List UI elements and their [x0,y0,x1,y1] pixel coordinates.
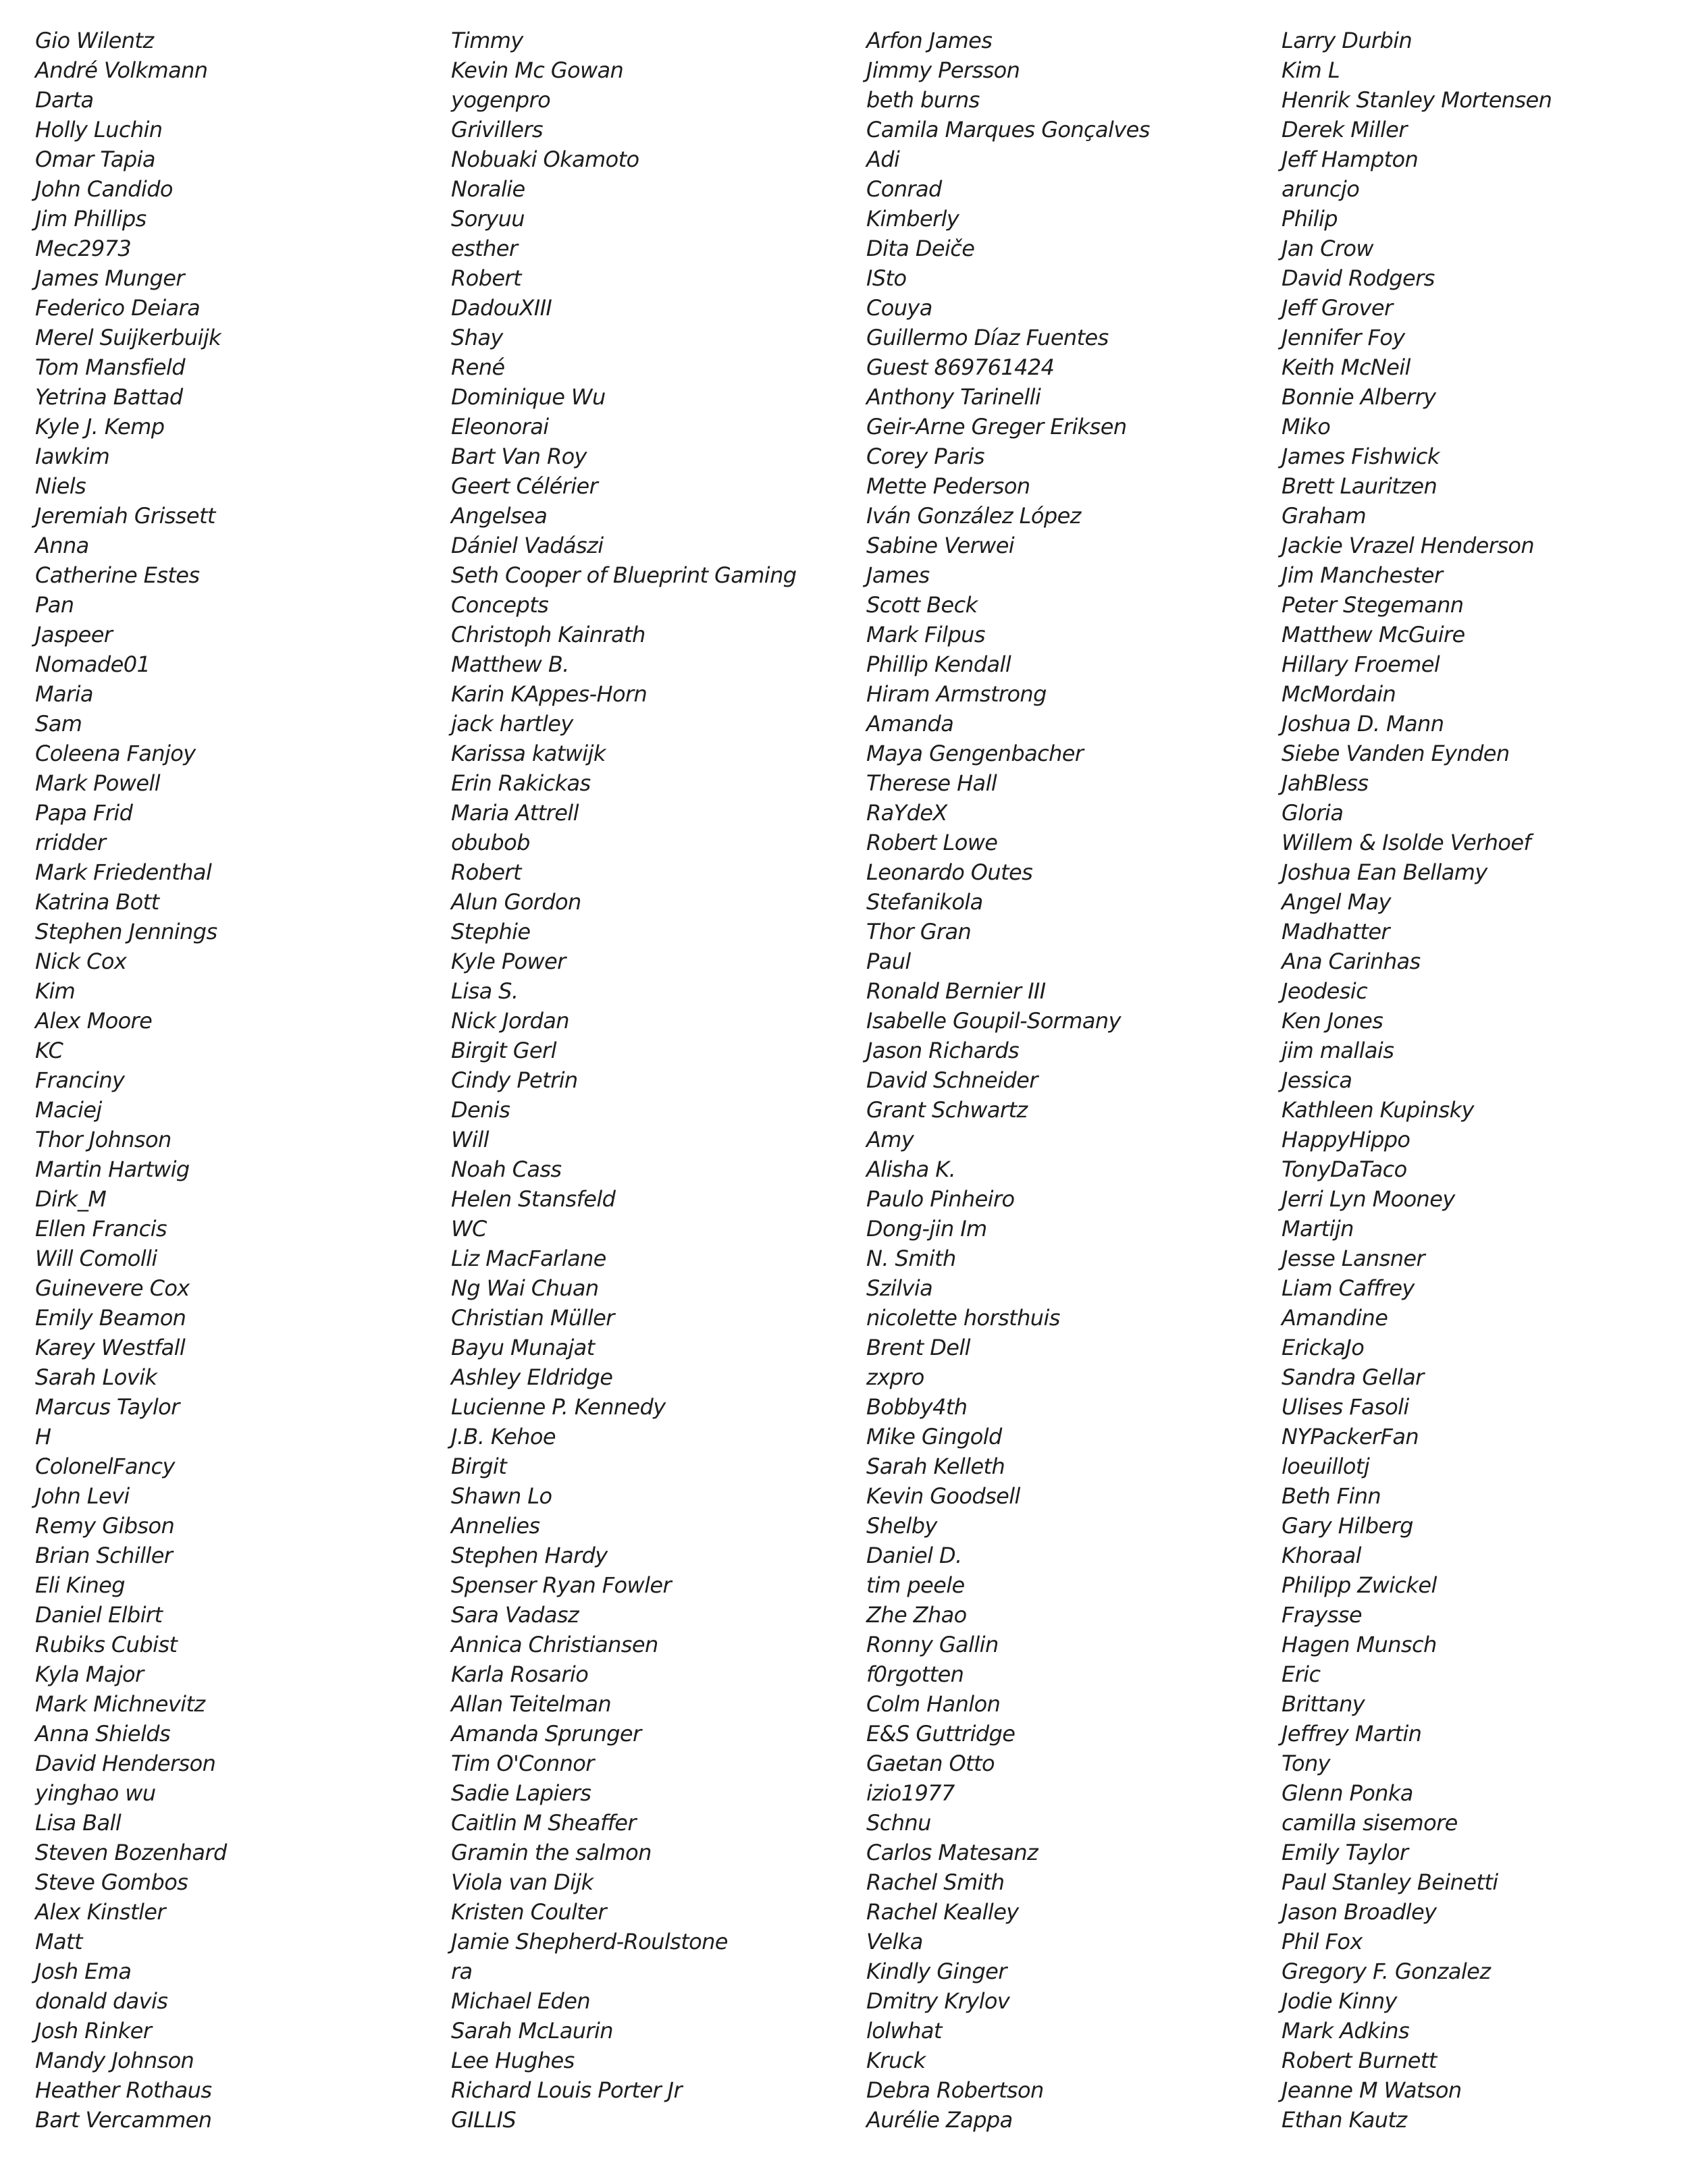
names-column-3 [866,26,1150,2135]
name-entry: Kathleen Kupinsky [1282,1097,1474,1123]
name-entry: Guillermo Díaz Fuentes [866,325,1109,350]
name-entry: Philipp Zwickel [1282,1572,1437,1598]
name-entry: rridder [35,830,106,855]
name-entry: Arfon James [866,28,993,53]
name-entry: Anna [35,533,89,558]
name-entry: Hagen Munsch [1282,1632,1437,1657]
name-entry: Phillip Kendall [866,651,1011,677]
name-entry: Papa Frid [35,800,133,826]
name-entry: Miko [1282,414,1331,440]
name-entry: Madhatter [1282,919,1390,944]
name-entry: Gio Wilentz [35,28,154,53]
name-entry: nicolette horsthuis [866,1305,1060,1331]
name-entry: Stephen Jennings [35,919,217,944]
name-entry: Alex Kinstler [35,1899,165,1925]
name-entry: ra [451,1959,473,1984]
name-entry: Josh Ema [35,1959,132,1984]
name-entry: Willem & Isolde Verhoef [1282,830,1531,855]
name-entry: Guinevere Cox [35,1275,190,1301]
name-entry: Spenser Ryan Fowler [451,1572,672,1598]
name-entry: Bart Vercammen [35,2107,212,2133]
name-entry: Timmy [451,28,523,53]
name-entry: Alisha K. [866,1156,956,1182]
name-entry: Khoraal [1282,1543,1361,1568]
name-entry: Mark Friedenthal [35,859,212,885]
name-entry: Peter Stegemann [1282,592,1464,618]
name-entry: Iawkim [35,444,110,469]
name-entry: Eli Kineg [35,1572,125,1598]
name-entry: Heather Rothaus [35,2077,212,2103]
name-entry: Brittany [1282,1691,1365,1717]
name-entry: Maya Gengenbacher [866,741,1084,766]
name-entry: Denis [451,1097,510,1123]
name-entry: KC [35,1038,63,1063]
name-entry: Will [451,1127,489,1152]
name-entry: Henrik Stanley Mortensen [1282,87,1552,113]
name-entry: Sam [35,711,82,737]
name-entry: Sarah McLaurin [451,2018,613,2044]
name-entry: Bart Van Roy [451,444,587,469]
name-entry: Lee Hughes [451,2048,575,2073]
name-entry: Jim Manchester [1282,562,1443,588]
name-entry: Marcus Taylor [35,1394,180,1420]
name-entry: Guest 869761424 [866,354,1055,380]
name-entry: Jeodesic [1282,978,1368,1004]
names-column-2 [451,26,796,2135]
name-entry: Hiram Armstrong [866,681,1047,707]
name-entry: Franciny [35,1067,125,1093]
name-entry: Graham [1282,503,1367,529]
name-entry: Jessica [1282,1067,1352,1093]
name-entry: Leonardo Outes [866,859,1033,885]
name-entry: Liz MacFarlane [451,1246,606,1271]
name-entry: Jaspeer [35,622,113,647]
name-entry: Robert [451,265,521,291]
name-entry: John Candido [35,176,173,202]
name-entry: yogenpro [451,87,551,113]
name-entry: Jesse Lansner [1282,1246,1425,1271]
name-entry: Stephen Hardy [451,1543,608,1568]
name-entry: Kyle Power [451,949,566,974]
name-entry: Schnu [866,1810,931,1836]
name-entry: Jamie Shepherd-Roulstone [451,1929,728,1954]
name-entry: Christian Müller [451,1305,614,1331]
name-entry: Beth Finn [1282,1483,1381,1509]
name-entry: Richard Louis Porter Jr [451,2077,683,2103]
name-entry: camilla sisemore [1282,1810,1458,1836]
name-entry: Adi [866,147,900,172]
name-entry: Ellen Francis [35,1216,167,1242]
name-entry: Jeff Hampton [1282,147,1419,172]
name-entry: Mandy Johnson [35,2048,194,2073]
name-entry: Will Comolli [35,1246,157,1271]
name-entry: Dong-jin Im [866,1216,987,1242]
name-entry: Michael Eden [451,1988,591,2014]
name-entry: Sarah Lovik [35,1364,157,1390]
name-entry: ISto [866,265,907,291]
name-entry: Omar Tapia [35,147,155,172]
name-entry: Ashley Eldridge [451,1364,613,1390]
names-column-1 [35,26,227,2135]
name-entry: Liam Caffrey [1282,1275,1415,1301]
name-entry: Debra Robertson [866,2077,1044,2103]
name-entry: Rubiks Cubist [35,1632,178,1657]
name-entry: Tony [1282,1751,1330,1776]
name-entry: Phil Fox [1282,1929,1363,1954]
name-entry: Mark Michnevitz [35,1691,205,1717]
name-entry: Jason Richards [866,1038,1020,1063]
name-entry: Erin Rakickas [451,770,591,796]
name-entry: Velka [866,1929,923,1954]
name-entry: Camila Marques Gonçalves [866,117,1150,142]
name-entry: David Rodgers [1282,265,1435,291]
name-entry: Sara Vadasz [451,1602,579,1628]
name-entry: Sandra Gellar [1282,1364,1424,1390]
name-entry: Kim [35,978,76,1004]
name-entry: Anthony Tarinelli [866,384,1041,410]
name-entry: Darta [35,87,94,113]
name-entry: Annica Christiansen [451,1632,658,1657]
name-entry: Isabelle Goupil-Sormany [866,1008,1121,1034]
name-entry: Maria [35,681,93,707]
name-entry: Gaetan Otto [866,1751,995,1776]
name-entry: Nobuaki Okamoto [451,147,639,172]
name-entry: Lisa S. [451,978,519,1004]
name-entry: TonyDaTaco [1282,1156,1407,1182]
name-entry: Christoph Kainrath [451,622,645,647]
name-entry: David Schneider [866,1067,1038,1093]
name-entry: Jerri Lyn Mooney [1282,1186,1455,1212]
name-entry: Amanda Sprunger [451,1721,641,1747]
name-entry: Thor Johnson [35,1127,172,1152]
name-entry: Birgit Gerl [451,1038,556,1063]
name-entry: Joshua Ean Bellamy [1282,859,1487,885]
name-entry: Jeff Grover [1282,295,1393,321]
name-entry: Matthew B. [451,651,569,677]
name-entry: Shawn Lo [451,1483,552,1509]
name-entry: Karissa katwijk [451,741,606,766]
name-entry: Gramin the salmon [451,1840,652,1865]
name-entry: obubob [451,830,530,855]
name-entry: Maciej [35,1097,102,1123]
name-entry: Keith McNeil [1282,354,1410,380]
name-entry: Philip [1282,206,1338,232]
name-entry: Rachel Kealley [866,1899,1019,1925]
name-entry: Anna Shields [35,1721,171,1747]
name-entry: Siebe Vanden Eynden [1282,741,1510,766]
name-entry: Amandine [1282,1305,1388,1331]
name-entry: Jeanne M Watson [1282,2077,1462,2103]
name-entry: Shelby [866,1513,937,1539]
name-entry: Bayu Munajat [451,1335,595,1360]
name-entry: aruncjo [1282,176,1360,202]
name-entry: izio1977 [866,1780,955,1806]
name-entry: Steve Gombos [35,1869,188,1895]
name-entry: tim peele [866,1572,965,1598]
name-entry: Soryuu [451,206,525,232]
name-entry: Katrina Bott [35,889,159,915]
name-entry: f0rgotten [866,1661,964,1687]
name-entry: Brent Dell [866,1335,970,1360]
name-entry: Therese Hall [866,770,997,796]
name-entry: Glenn Ponka [1282,1780,1413,1806]
name-entry: Mark Powell [35,770,160,796]
name-entry: Thor Gran [866,919,972,944]
name-entry: Karin KAppes-Horn [451,681,648,707]
name-entry: zxpro [866,1364,924,1390]
name-entry: Nick Cox [35,949,127,974]
name-entry: Mark Filpus [866,622,985,647]
name-entry: Seth Cooper of Blueprint Gaming [451,562,797,588]
name-entry: Matt [35,1929,82,1954]
name-entry: ColonelFancy [35,1454,175,1479]
name-entry: Lucienne P. Kennedy [451,1394,666,1420]
name-entry: Paulo Pinheiro [866,1186,1015,1212]
name-entry: Scott Beck [866,592,978,618]
name-entry: WC [451,1216,487,1242]
name-entry: Eleonorai [451,414,549,440]
name-entry: Kristen Coulter [451,1899,606,1925]
name-entry: Dmitry Krylov [866,1988,1010,2014]
name-entry: Kruck [866,2048,926,2073]
name-entry: Derek Miller [1282,117,1407,142]
name-entry: RaYdeX [866,800,947,826]
name-entry: René [451,354,505,380]
name-entry: Nick Jordan [451,1008,569,1034]
name-entry: Ana Carinhas [1282,949,1421,974]
name-entry: André Volkmann [35,57,208,83]
name-entry: Jodie Kinny [1282,1988,1397,2014]
name-entry: E&S Guttridge [866,1721,1016,1747]
name-entry: James [866,562,930,588]
name-entry: Grivillers [451,117,543,142]
name-entry: DadouXIII [451,295,552,321]
name-entry: Emily Beamon [35,1305,186,1331]
name-entry: Geir-Arne Greger Eriksen [866,414,1127,440]
name-entry: Gloria [1282,800,1344,826]
name-entry: beth burns [866,87,980,113]
name-entry: Angelsea [451,503,548,529]
name-entry: Jimmy Persson [866,57,1020,83]
name-entry: jim mallais [1282,1038,1394,1063]
name-entry: Jason Broadley [1282,1899,1437,1925]
name-entry: Lisa Ball [35,1810,122,1836]
name-entry: Szilvia [866,1275,933,1301]
name-entry: Martijn [1282,1216,1354,1242]
name-entry: Noralie [451,176,525,202]
name-entry: Remy Gibson [35,1513,175,1539]
name-entry: Coleena Fanjoy [35,741,196,766]
name-entry: Robert [451,859,521,885]
name-entry: J.B. Kehoe [451,1424,556,1449]
name-entry: Martin Hartwig [35,1156,190,1182]
name-entry: Dániel Vadászi [451,533,604,558]
name-entry: Matthew McGuire [1282,622,1465,647]
name-entry: yinghao wu [35,1780,156,1806]
name-entry: Brian Schiller [35,1543,173,1568]
name-entry: Amy [866,1127,914,1152]
name-entry: Emily Taylor [1282,1840,1408,1865]
name-entry: Amanda [866,711,954,737]
name-entry: Noah Cass [451,1156,562,1182]
name-entry: Carlos Matesanz [866,1840,1038,1865]
name-entry: Annelies [451,1513,540,1539]
name-entry: NYPackerFan [1282,1424,1419,1449]
name-entry: Paul [866,949,911,974]
name-entry: Birgit [451,1454,507,1479]
name-entry: Joshua D. Mann [1282,711,1444,737]
name-entry: Niels [35,473,86,499]
name-entry: Dita Deiče [866,236,975,261]
name-entry: Helen Stansfeld [451,1186,616,1212]
name-entry: Yetrina Battad [35,384,183,410]
name-entry: Dirk_M [35,1186,107,1212]
name-entry: Stephie [451,919,531,944]
name-entry: Jennifer Foy [1282,325,1405,350]
name-entry: Ethan Kautz [1282,2107,1407,2133]
name-entry: Alun Gordon [451,889,581,915]
name-entry: Ng Wai Chuan [451,1275,599,1301]
name-entry: lolwhat [866,2018,942,2044]
name-entry: Dominique Wu [451,384,606,410]
name-entry: Mec2973 [35,236,132,261]
name-entry: John Levi [35,1483,130,1509]
name-entry: Alex Moore [35,1008,153,1034]
name-entry: HappyHippo [1282,1127,1410,1152]
name-entry: Karey Westfall [35,1335,186,1360]
name-entry: Eric [1282,1661,1321,1687]
name-entry: Steven Bozenhard [35,1840,227,1865]
name-entry: GILLIS [451,2107,517,2133]
name-entry: Kyla Major [35,1661,144,1687]
name-entry: Bobby4th [866,1394,968,1420]
name-entry: Mette Pederson [866,473,1030,499]
name-entry: Geert Célérier [451,473,598,499]
name-entry: Ronny Gallin [866,1632,999,1657]
name-entry: James Munger [35,265,184,291]
name-entry: Robert Burnett [1282,2048,1437,2073]
name-entry: Sarah Kelleth [866,1454,1005,1479]
name-entry: Holly Luchin [35,117,163,142]
name-entry: Kevin Goodsell [866,1483,1020,1509]
name-entry: Stefanikola [866,889,983,915]
name-entry: Mike Gingold [866,1424,1002,1449]
name-entry: Grant Schwartz [866,1097,1028,1123]
name-entry: Ronald Bernier III [866,978,1046,1004]
name-entry: Zhe Zhao [866,1602,967,1628]
name-entry: McMordain [1282,681,1396,707]
name-entry: Daniel Elbirt [35,1602,163,1628]
name-entry: Ken Jones [1282,1008,1383,1034]
name-entry: Mark Adkins [1282,2018,1410,2044]
names-column-4 [1282,26,1552,2135]
name-entry: Fraysse [1282,1602,1362,1628]
name-entry: H [35,1424,51,1449]
name-entry: Kimberly [866,206,959,232]
name-entry: Sadie Lapiers [451,1780,591,1806]
name-entry: Kevin Mc Gowan [451,57,624,83]
name-entry: Josh Rinker [35,2018,152,2044]
name-entry: Pan [35,592,74,618]
name-entry: loeuillotj [1282,1454,1370,1479]
name-entry: Robert Lowe [866,830,998,855]
name-entry: Kim L [1282,57,1340,83]
name-entry: Federico Deiara [35,295,201,321]
name-entry: Tom Mansfield [35,354,185,380]
name-entry: Concepts [451,592,549,618]
name-entry: Allan Teitelman [451,1691,612,1717]
name-entry: JahBless [1282,770,1369,796]
name-entry: Angel May [1282,889,1391,915]
name-entry: Kindly Ginger [866,1959,1007,1984]
name-entry: Larry Durbin [1282,28,1413,53]
name-entry: Viola van Dijk [451,1869,594,1895]
name-entry: Daniel D. [866,1543,962,1568]
name-entry: Jan Crow [1282,236,1373,261]
name-entry: Aurélie Zappa [866,2107,1013,2133]
name-entry: Hillary Froemel [1282,651,1440,677]
name-entry: Colm Hanlon [866,1691,1001,1717]
name-entry: ErickaJo [1282,1335,1365,1360]
name-entry: Tim O'Connor [451,1751,594,1776]
name-entry: Ulises Fasoli [1282,1394,1409,1420]
name-entry: Sabine Verwei [866,533,1015,558]
name-entry: Gary Hilberg [1282,1513,1413,1539]
name-entry: Karla Rosario [451,1661,589,1687]
name-entry: Jackie Vrazel Henderson [1282,533,1535,558]
name-entry: Paul Stanley Beinetti [1282,1869,1498,1895]
name-entry: Merel Suijkerbuijk [35,325,221,350]
name-entry: Corey Paris [866,444,984,469]
name-entry: Gregory F. Gonzalez [1282,1959,1491,1984]
name-entry: Maria Attrell [451,800,579,826]
name-entry: Jim Phillips [35,206,147,232]
name-entry: Jeremiah Grissett [35,503,215,529]
name-entry: Couya [866,295,932,321]
name-entry: Cindy Petrin [451,1067,578,1093]
name-entry: Kyle J. Kemp [35,414,165,440]
name-entry: Iván González López [866,503,1081,529]
name-entry: James Fishwick [1282,444,1440,469]
name-entry: Catherine Estes [35,562,200,588]
name-entry: N. Smith [866,1246,956,1271]
name-entry: Caitlin M Sheaffer [451,1810,636,1836]
name-entry: esther [451,236,518,261]
name-entry: Rachel Smith [866,1869,1005,1895]
name-entry: Conrad [866,176,942,202]
name-entry: jack hartley [451,711,573,737]
name-entry: David Henderson [35,1751,216,1776]
name-entry: donald davis [35,1988,168,2014]
name-entry: Jeffrey Martin [1282,1721,1422,1747]
name-entry: Bonnie Alberry [1282,384,1436,410]
name-entry: Shay [451,325,503,350]
name-entry: Nomade01 [35,651,151,677]
name-entry: Brett Lauritzen [1282,473,1438,499]
